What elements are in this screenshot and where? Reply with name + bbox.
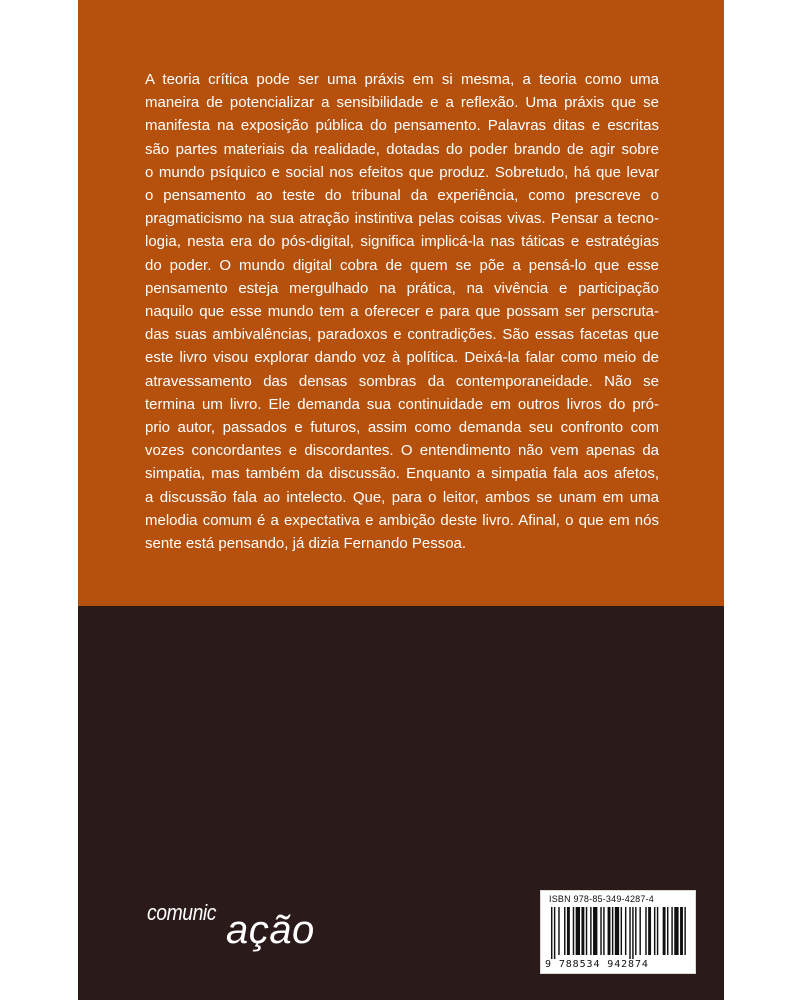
barcode-bar	[615, 907, 619, 955]
barcode-bar	[635, 907, 636, 955]
blurb-line: atravessamento das densas sombras da contemporaneidade. Não se	[145, 372, 659, 390]
barcode-bars	[549, 907, 689, 959]
back-cover	[78, 0, 724, 1000]
blurb-line: simpatia, mas também da discussão. Enquanto a simpatia fala aos afetos,	[145, 465, 659, 483]
barcode-bar	[586, 907, 587, 955]
blurb-line: logia, nesta era do pós-digital, significa implicá-la nas táticas e estratégias	[145, 233, 659, 251]
publisher-logo	[147, 888, 347, 958]
barcode-bar	[551, 907, 552, 959]
blurb-line: do poder. O mundo digital cobra de quem se põe a pensá-lo que esse	[145, 256, 659, 274]
isbn-label: ISBN 978-85-349-4287-4	[549, 894, 654, 904]
blurb-line: são partes materiais da realidade, dotadas do poder brando de agir sobre	[145, 140, 659, 158]
blurb-text	[145, 68, 659, 555]
blurb-line: das suas ambivalências, paradoxos e contradições. São essas facetas que	[145, 326, 659, 344]
barcode-bar	[621, 907, 622, 955]
isbn-barcode	[540, 890, 696, 974]
logo-text-comunic: comunic	[147, 900, 217, 925]
blurb-line-last: sente está pensando, já dizia Fernando Pessoa.	[145, 535, 467, 553]
blurb-line: pragmaticismo na sua atração instintiva pelas coisas vivas. Pensar a tecno-	[145, 210, 659, 228]
blurb-line: o pensamento ao teste do tribunal da experiência, como prescreve o	[145, 187, 659, 205]
blurb-line: maneira de potencializar a sensibilidade e a reflexão. Uma práxis que se	[145, 94, 659, 112]
barcode-digits: 9 788534 942874	[545, 959, 649, 970]
barcode-bar	[576, 907, 580, 955]
barcode-bar	[674, 907, 678, 955]
barcode-bar	[654, 907, 655, 955]
barcode-bar	[612, 907, 613, 955]
blurb-line: manifesta na exposição pública do pensamento. Palavras ditas e escritas	[145, 117, 659, 135]
barcode-bar	[603, 907, 604, 955]
barcode-bar	[573, 907, 574, 955]
barcode-bar	[684, 907, 685, 955]
barcode-bar	[645, 907, 646, 955]
barcode-bar	[648, 907, 651, 955]
blurb-line: termina um livro. Ele demanda sua continuidade em outros livros do pró-	[145, 395, 659, 413]
barcode-bar	[667, 907, 668, 955]
blurb-line: este livro visou explorar dando voz à política. Deixá-la falar como meio de	[145, 349, 659, 367]
barcode-bar	[632, 907, 633, 959]
barcode-bar	[590, 907, 591, 955]
barcode-bar	[657, 907, 658, 955]
barcode-bar	[680, 907, 683, 955]
blurb-line: pensamento esteja mergulhado na prática, na vivência e participação	[145, 279, 659, 297]
barcode-bar	[554, 907, 555, 959]
blurb-line: A teoria crítica pode ser uma práxis em si mesma, a teoria como uma	[145, 71, 659, 88]
blurb-line: a discussão fala ao intelecto. Que, para o leitor, ambos se unam em uma	[145, 488, 659, 506]
barcode-bar	[558, 907, 559, 955]
barcode-bar	[567, 907, 570, 955]
blurb-line: o mundo psíquico e social nos efeitos que produz. Sobretudo, há que levar	[145, 163, 659, 181]
barcode-bar	[671, 907, 672, 955]
blurb-line: vozes concordantes e discordantes. O entendimento não vem apenas da	[145, 442, 659, 460]
barcode-bar	[564, 907, 565, 955]
barcode-bar	[593, 907, 597, 955]
blurb-line: naquilo que esse mundo tem a oferecer e para que possam ser perscruta-	[145, 303, 659, 321]
barcode-bar	[639, 907, 640, 955]
barcode-bar	[629, 907, 630, 959]
blurb-line: prio autor, passados e futuros, assim como demanda seu confronto com	[145, 419, 659, 437]
logo-text-acao: ação	[226, 908, 315, 952]
barcode-bar	[600, 907, 601, 955]
blurb-line: melodia comum é a expectativa e ambição deste livro. Afinal, o que em nós	[145, 511, 659, 529]
barcode-bar	[625, 907, 626, 955]
barcode-bar	[663, 907, 666, 955]
barcode-bar	[608, 907, 611, 955]
barcode-bar	[581, 907, 584, 955]
